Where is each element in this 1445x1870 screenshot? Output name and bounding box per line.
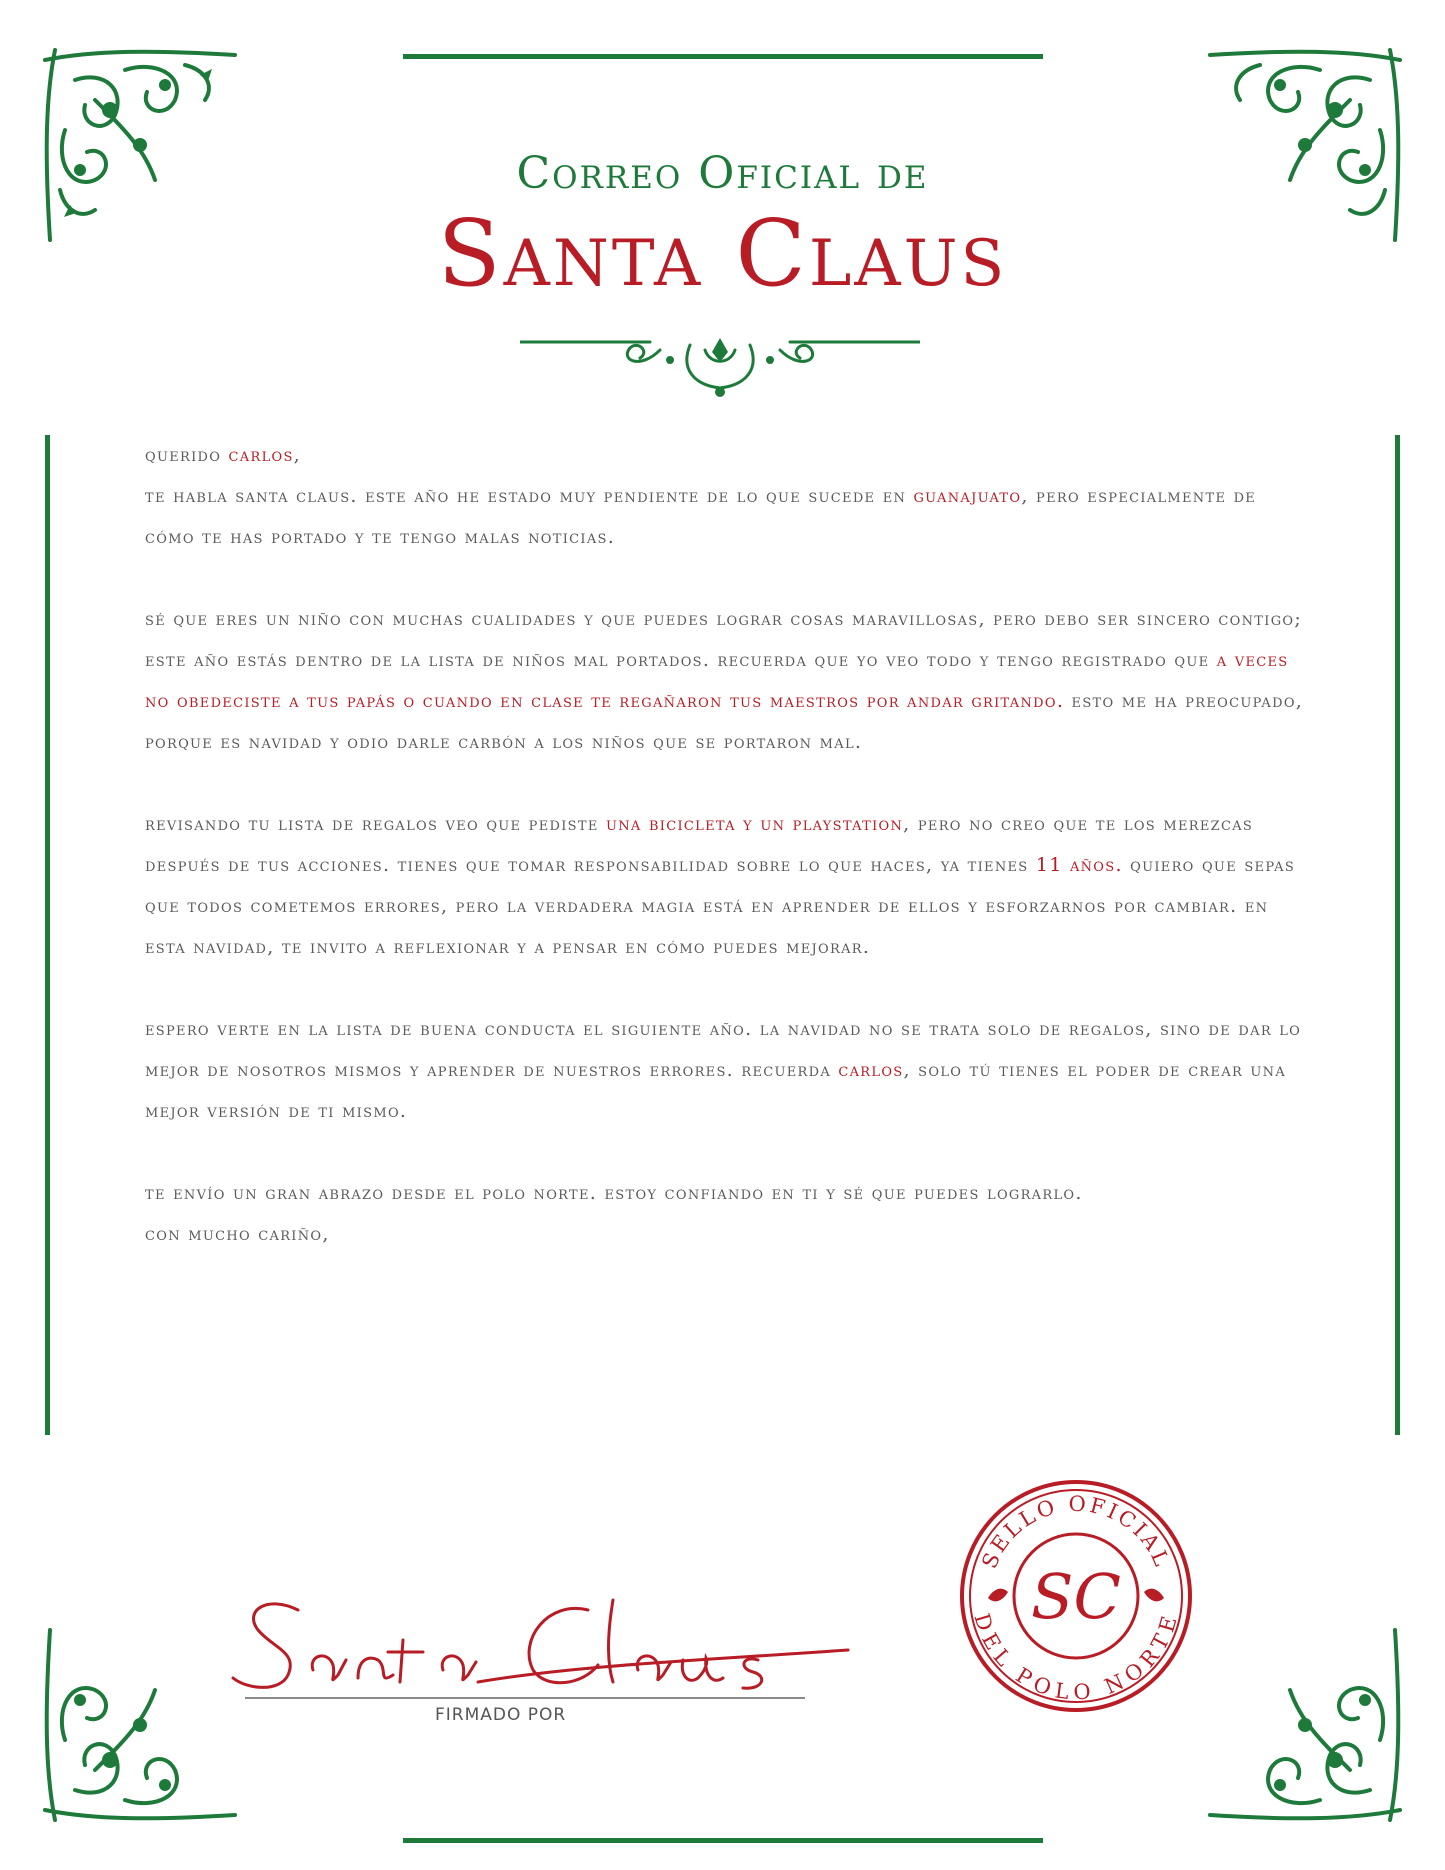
header-subtitle: Correo Oficial de (516, 148, 929, 199)
greeting-prefix: querido (145, 444, 229, 466)
seal-monogram: SC (1031, 1560, 1121, 1633)
signature-line (245, 1697, 805, 1699)
recipient-name: carlos (228, 444, 294, 466)
paragraph-3-text-a: revisando tu lista de regalos veo que pediste (145, 813, 606, 835)
paragraph-4 (145, 1009, 1305, 1132)
letter-body (145, 435, 1305, 1255)
paragraph-3-text-c: quiero que sepas que todos cometemos errores, pero la verdadera magia está en aprender de ellos y esforzarnos por cambiar. en esta navidad, te invito a reflexionar y a pensar en cómo puedes mejorar. (145, 854, 1296, 958)
handwritten-signature (228, 1590, 858, 1700)
greeting-suffix: , (293, 444, 302, 466)
gift-list-highlight: una bicicleta y un playstation (605, 813, 904, 835)
paragraph-4-text-b: , solo tú tienes el poder de crear una mejor versión de ti mismo. (145, 1059, 1287, 1122)
top-rule (403, 54, 1043, 59)
age-highlight: 11 años. (1035, 854, 1123, 876)
paragraph-2 (145, 599, 1305, 763)
bottom-rule (403, 1838, 1043, 1843)
signature-name: Santa Claus (539, 1695, 547, 1696)
paragraph-1-text-a: te habla santa claus. este año he estado muy pendiente de lo que sucede en (145, 485, 914, 507)
left-border-rule (45, 435, 50, 1435)
header-flourish-divider (520, 330, 920, 400)
corner-ornament-bottom-right (1200, 1620, 1410, 1830)
paragraph-2-text-a: sé que eres un niño con muchas cualidades y que puedes lograr cosas maravillosas, pero debo ser sincero contigo; este año estás dentro de la lista de niños mal portados. recuerda que yo veo todo y tengo registrado que (145, 608, 1303, 671)
paragraph-4-text-a: espero verte en la lista de buena conducta el siguiente año. la navidad no se trata solo de regalos, sino de dar lo mejor de nosotros mismos y aprender de nuestros errores. recuerda (145, 1018, 1302, 1081)
behavior-highlight: a veces no obedeciste a tus papás o cuando en clase te regañaron tus maestros por andar gritando. (145, 649, 1289, 712)
header-title: Santa Claus (437, 200, 1008, 307)
recipient-name-repeat: carlos (838, 1059, 904, 1081)
paragraph-1 (145, 476, 1305, 558)
paragraph-5: te envío un gran abrazo desde el polo norte. estoy confiando en ti y sé que puedes lograrlo. (145, 1182, 1083, 1204)
right-border-rule (1395, 435, 1400, 1435)
closing-line: con mucho cariño, (145, 1223, 330, 1245)
seal-top-text: SELLO OFICIAL (977, 1491, 1175, 1573)
paragraph-3-text-b: , pero no creo que te los merezcas después de tus acciones. tienes que tomar responsabilidad sobre lo que haces, ya tienes (145, 813, 1254, 876)
paragraph-3 (145, 804, 1305, 968)
paragraph-2-text-b: esto me ha preocupado, porque es navidad y odio darle carbón a los niños que se portaron mal. (145, 690, 1304, 753)
seal-bottom-text: DEL POLO NORTE (969, 1610, 1183, 1705)
corner-ornament-bottom-left (35, 1620, 245, 1830)
signature-label: FIRMADO POR (435, 1705, 567, 1725)
paragraph-1-text-b: , pero especialmente de cómo te has portado y te tengo malas noticias. (145, 485, 1257, 548)
greeting-line (145, 435, 1305, 476)
official-seal (958, 1478, 1194, 1714)
recipient-city: guanajuato (913, 485, 1022, 507)
